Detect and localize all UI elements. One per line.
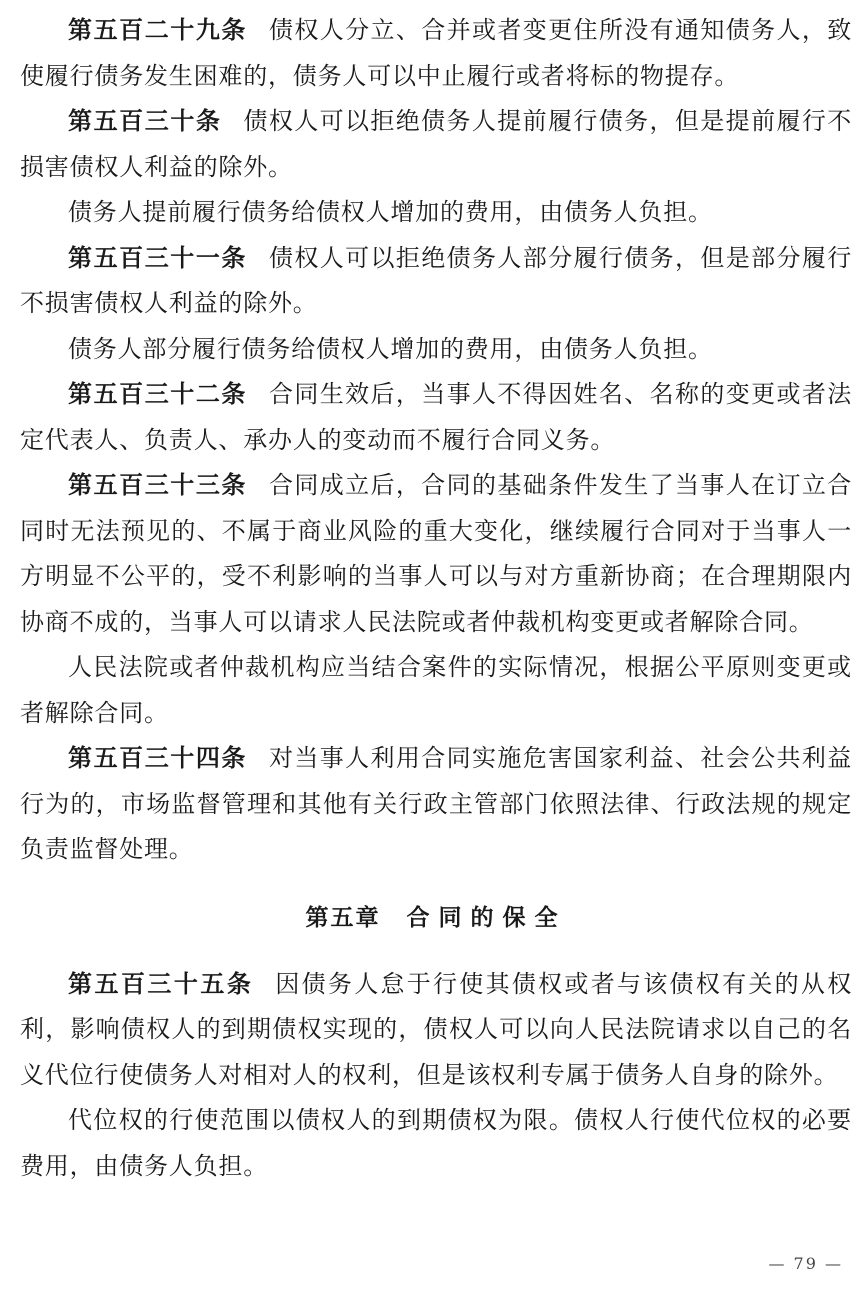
article-paragraph [20,1098,852,1189]
article-paragraph [20,645,852,736]
page-content [20,8,852,1189]
article-text: 债务人提前履行债务给债权人增加的费用，由债务人负担。 [68,198,713,226]
article-text: 合同成立后，合同的基础条件发生了当事人在订立合同时无法预见的、不属于商业风险的重大变化，继续履行合同对于当事人一方明显不公平的，受不利影响的当事人可以与对方重新协商；在合理期限内协商不成的，当事人可以请求人民法院或者仲裁机构变更或者解除合同。 [20,471,853,636]
article-text: 对当事人利用合同实施危害国家利益、社会公共利益行为的，市场监督管理和其他有关行政主管部门依照法律、行政法规的规定负责监督处理。 [20,744,853,863]
article-heading: 第五百二十九条 [68,16,248,44]
page-number: — 79 — [768,1254,843,1273]
article-text: 因债务人怠于行使其债权或者与该债权有关的从权利，影响债权人的到期债权实现的，债权人可以向人民法院请求以自己的名义代位行使债务人对相对人的权利，但是该权利专属于债务人自身的除外。 [20,969,853,1089]
article-paragraph [20,962,852,1099]
article-paragraph [20,372,852,463]
article-paragraph [20,236,852,327]
article-paragraph [20,8,852,99]
article-paragraph [20,327,852,373]
chapter-title: 合同的保全 [406,904,567,931]
article-heading: 第五百三十条 [68,107,222,135]
article-paragraph [20,463,852,645]
article-heading: 第五百三十五条 [68,969,254,998]
article-heading: 第五百三十三条 [68,471,248,499]
article-text: 债权人可以拒绝债务人提前履行债务，但是提前履行不损害债权人利益的除外。 [20,107,853,181]
article-heading: 第五百三十二条 [68,380,248,408]
article-text: 债务人部分履行债务给债权人增加的费用，由债务人负担。 [68,334,713,363]
chapter-number: 第五章 [305,904,381,931]
article-paragraph [20,99,852,190]
article-text: 合同生效后，当事人不得因姓名、名称的变更或者法定代表人、负责人、承办人的变动而不履行合同义务。 [20,380,853,454]
article-text: 人民法院或者仲裁机构应当结合案件的实际情况，根据公平原则变更或者解除合同。 [20,653,852,727]
article-paragraph [20,736,852,873]
article-heading: 第五百三十四条 [68,744,248,772]
chapter-heading [20,899,852,932]
article-text: 代位权的行使范围以债权人的到期债权为限。债权人行使代位权的必要费用，由债务人负担。 [20,1106,852,1180]
article-text: 债权人分立、合并或者变更住所没有通知债务人，致使履行债务发生困难的，债务人可以中止履行或者将标的物提存。 [20,16,853,90]
article-text: 债权人可以拒绝债务人部分履行债务，但是部分履行不损害债权人利益的除外。 [20,243,853,317]
article-paragraph [20,190,852,236]
article-heading: 第五百三十一条 [68,243,248,272]
